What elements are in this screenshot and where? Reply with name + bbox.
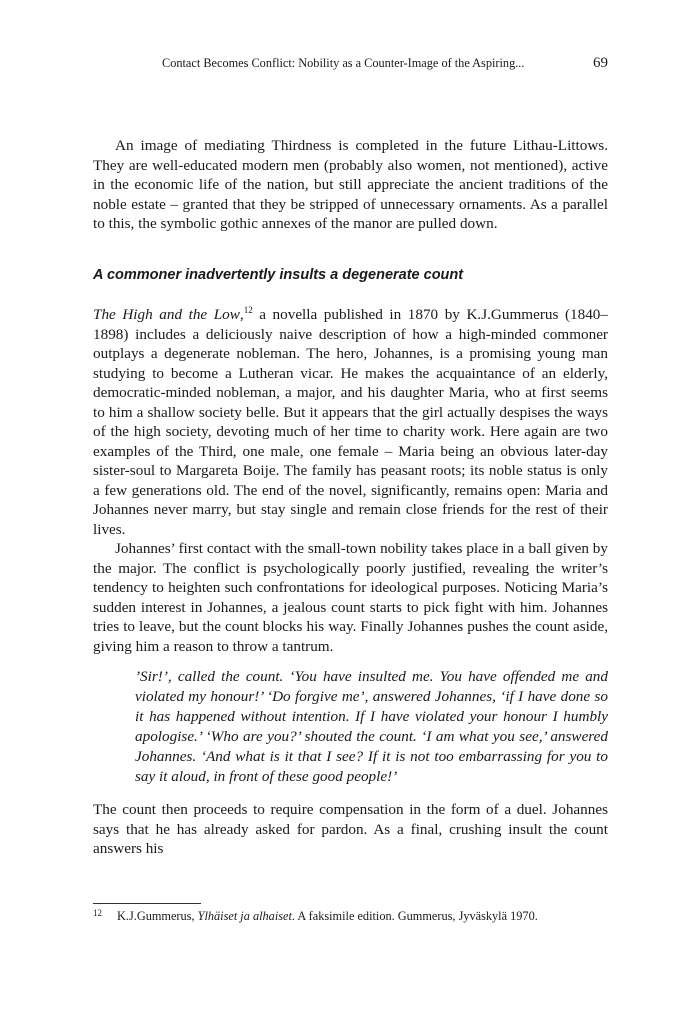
block-quote: ’Sir!’, called the count. ‘You have insulted me. You have offended me and violated my honour!’ ‘Do forgive me’, answered Johannes, ‘if I have done so it has happened without intention. If I have violated your honour I humbly apologise.’ ‘Who are you?’ shouted the count. ‘I am what you see,’ answered Johannes. ‘And what is it that I see? If it is not too embarrassing for you to say it aloud, in front of these good people!’ (135, 668, 608, 785)
footnote-title: Ylhäiset ja alhaiset (197, 909, 292, 923)
footnote-text (117, 908, 538, 924)
footnote-ref[interactable]: 12 (243, 304, 253, 315)
paragraph-text: a novella published in 1870 by K.J.Gummerus (1840–1898) includes a deliciously naive description of how a high-minded commoner outplays a degenerate nobleman. The hero, Johannes, is a promising young man studying to become a Lutheran vicar. He makes the acquaintance of an elderly, democratic-minded nobleman, a major, and his daughter Maria, who at first seems to him a shallow society belle. But it appears that the girl actually despises the ways of the high society, devoting much of her time to charity work. Here again are two examples of the Third, one male, one female – Maria being an obvious later-day sister-soul to Margareta Boije. The family has peasant roots; its noble status is only a few generations old. The end of the novel, significantly, remains open: Maria and Johannes never marry, but stay single and remain close friends for the rest of their lives. (93, 306, 608, 538)
footnote-author: K.J.Gummerus, (117, 909, 198, 923)
paragraph-ball-text: Johannes’ first contact with the small-town nobility takes place in a ball given by the major. The conflict is psychologically poorly justified, revealing the writer’s tendency to heighten such confrontations for ideological purposes. Noticing Maria’s sudden interest in Johannes, a jealous count starts to pick fight with him. Johannes tries to leave, but the count blocks his way. Finally Johannes pushes the count aside, giving him a reason to throw a tantrum. (93, 540, 608, 655)
title-comma: , (239, 306, 244, 323)
running-title: Contact Becomes Conflict: Nobility as a Counter-Image of the Aspiring... (162, 56, 525, 70)
paragraph-thirdness: An image of mediating Thirdness is completed in the future Lithau-Littows. They are well-educated modern men (probably also women, not mentioned), active in the economic life of the nation, but still appreciate the ancient traditions of the noble estate – granted that they be stripped of unnecessary ornaments. As a parallel to this, the symbolic gothic annexes of the manor are pulled down. (93, 137, 608, 232)
footnote-rest: . A faksimile edition. Gummerus, Jyväskylä 1970. (291, 909, 538, 923)
footnote-rule (93, 903, 201, 904)
page-number: 69 (593, 55, 608, 71)
paragraph-high-and-low (93, 305, 608, 656)
paragraph-duel: The count then proceeds to require compensation in the form of a duel. Johannes says that he has already asked for pardon. As a final, crushing insult the count answers his (93, 801, 608, 857)
section-subheading: A commoner inadvertently insults a degenerate count (93, 267, 464, 283)
novella-title: The High and the Low (93, 306, 240, 323)
running-header (162, 53, 608, 73)
footnote-number: 12 (93, 908, 102, 918)
